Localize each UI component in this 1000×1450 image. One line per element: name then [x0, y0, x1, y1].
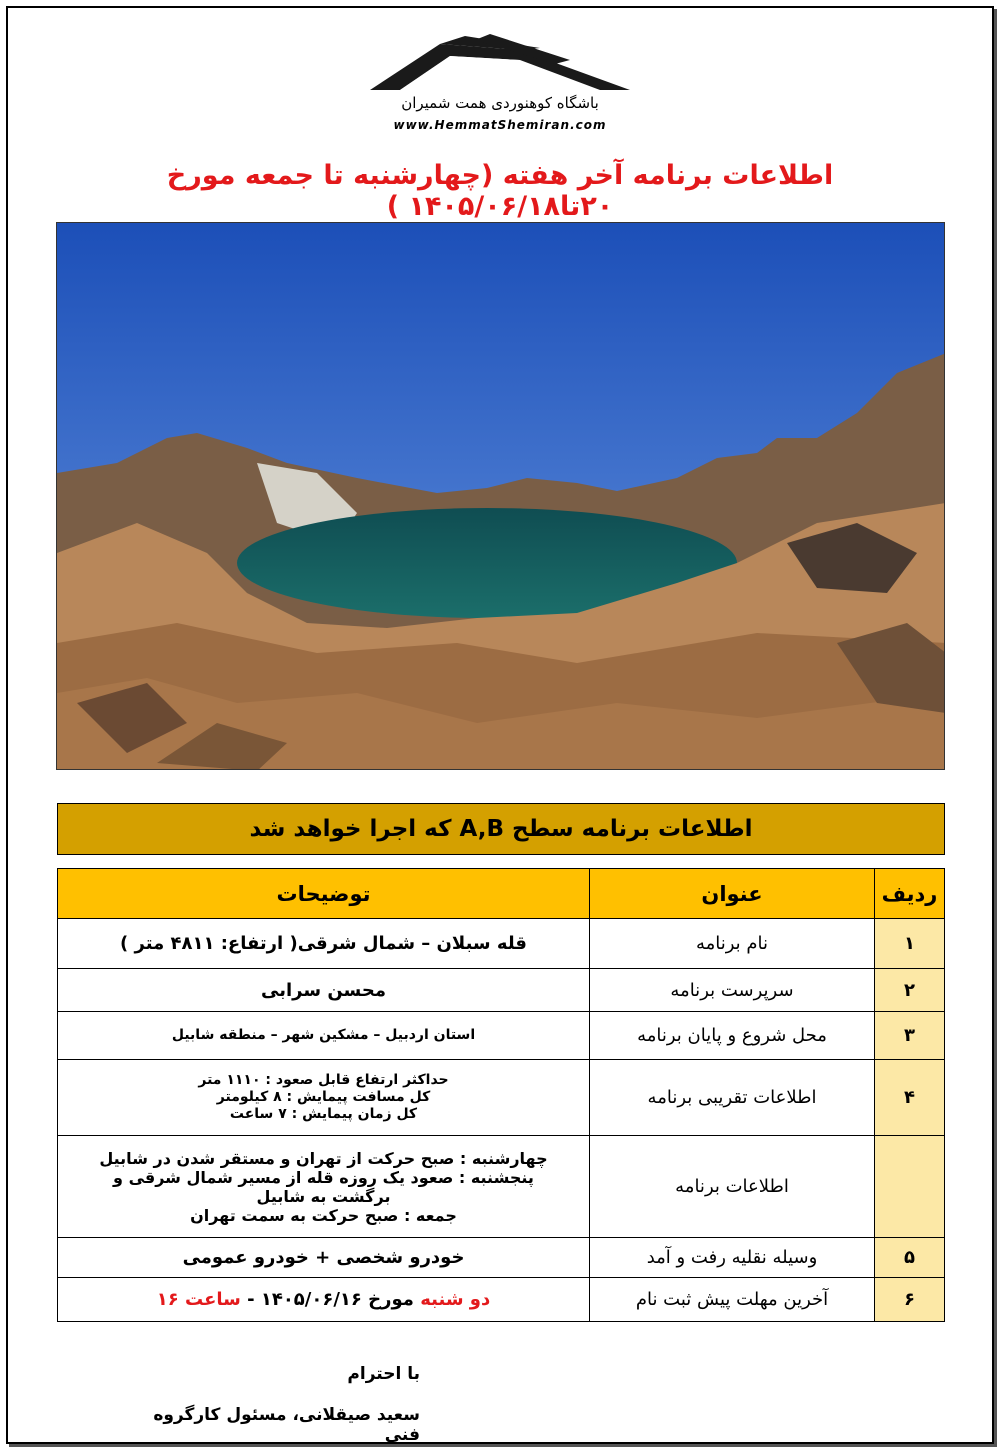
row-desc [58, 1136, 590, 1238]
deadline-time: ساعت ۱۶ [156, 1289, 241, 1310]
row-title: اطلاعات برنامه [590, 1136, 875, 1238]
row-index: ۲ [875, 969, 945, 1012]
row-title: نام برنامه [590, 919, 875, 969]
table-row [58, 1278, 945, 1322]
row-index: ۱ [875, 919, 945, 969]
closing-signature: سعید صیقلانی، مسئول کارگروه فنی [153, 1405, 420, 1445]
table-row [58, 1060, 945, 1136]
table-row [58, 1136, 945, 1238]
row-title: محل شروع و پایان برنامه [590, 1012, 875, 1060]
row-title: وسیله نقلیه رفت و آمد [590, 1238, 875, 1278]
row-index: ۶ [875, 1278, 945, 1322]
row-title: آخرین مهلت پیش ثبت نام [590, 1278, 875, 1322]
row-index [875, 1136, 945, 1238]
table-row [58, 919, 945, 969]
row-title: اطلاعات تقریبی برنامه [590, 1060, 875, 1136]
club-website: www.HemmatShemiran.com [393, 118, 607, 132]
row-index: ۵ [875, 1238, 945, 1278]
row-desc: قله سبلان – شمال شرقی( ارتفاع: ۴۸۱۱ متر ) [58, 919, 590, 969]
page-title: اطلاعات برنامه آخر هفته (چهارشنبه تا جمعه مورخ ۲۰تا۱۴۰۵/۰۶/۱۸ ) [166, 160, 834, 222]
desc-line: کل زمان پیمایش : ۷ ساعت [229, 1106, 418, 1122]
mountain-logo-icon [370, 30, 630, 92]
row-index: ۳ [875, 1012, 945, 1060]
row-desc: استان اردبیل – مشکین شهر – منطقه شابیل [58, 1012, 590, 1060]
table-header-row [58, 869, 945, 919]
table-row [58, 1012, 945, 1060]
sabalan-lake-photo [56, 222, 945, 770]
table-row [58, 1238, 945, 1278]
section-header: اطلاعات برنامه سطح A,B که اجرا خواهد شد [57, 803, 945, 855]
header-title: عنوان [590, 869, 875, 919]
desc-line: کل مسافت پیمایش : ۸ کیلومتر [216, 1089, 431, 1105]
row-index: ۴ [875, 1060, 945, 1136]
row-desc [58, 1060, 590, 1136]
header-desc: توضیحات [58, 869, 590, 919]
deadline-day: دو شنبه [420, 1289, 491, 1310]
row-title: سرپرست برنامه [590, 969, 875, 1012]
row-desc [58, 1278, 590, 1322]
table-row [58, 969, 945, 1012]
desc-line: جمعه : صبح حرکت به سمت تهران [190, 1205, 457, 1225]
desc-line: چهارشنبه : صبح حرکت از تهران و مستقر شدن در شابیل [99, 1148, 548, 1168]
closing-regards: با احترام [347, 1364, 420, 1384]
desc-line: برگشت به شابیل [256, 1186, 391, 1206]
program-info-table [57, 868, 945, 1322]
desc-line: حداکثر ارتفاع قابل صعود : ۱۱۱۰ متر [198, 1072, 449, 1088]
club-name: باشگاه کوهنوردی همت شمیران [401, 94, 599, 112]
club-logo [370, 30, 630, 140]
deadline-date: مورخ ۱۴۰۵/۰۶/۱۶ - [240, 1289, 421, 1310]
header-index: ردیف [875, 869, 945, 919]
row-desc: محسن سرابی [58, 969, 590, 1012]
desc-line: پنجشنبه : صعود یک روزه قله از مسیر شمال شرقی و [113, 1167, 534, 1187]
row-desc: خودرو شخصی + خودرو عمومی [58, 1238, 590, 1278]
